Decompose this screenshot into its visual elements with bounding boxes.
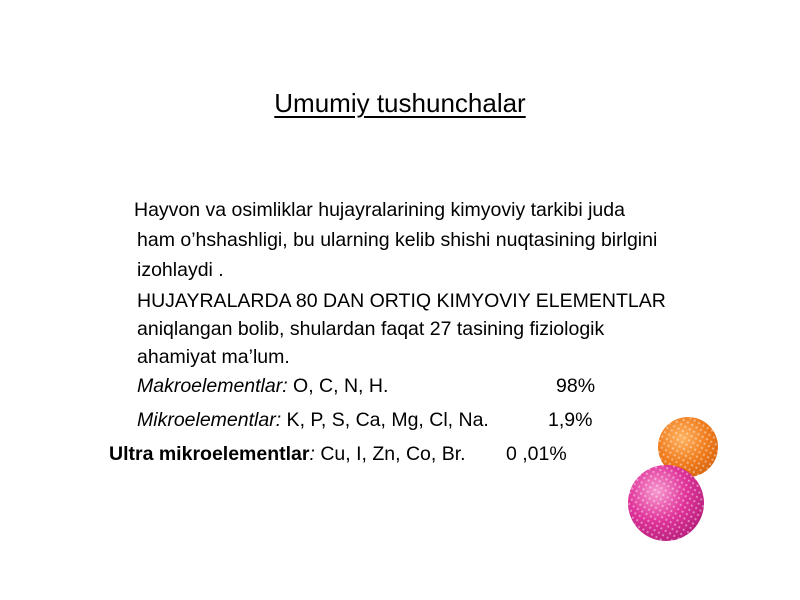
micro-percent: 1,9% xyxy=(548,409,593,431)
paragraph1-line3: izohlaydi . xyxy=(137,259,224,281)
pink-ball xyxy=(628,465,704,541)
macro-label: Makroelementlar: xyxy=(137,375,288,397)
slide-title: Umumiy tushunchalar xyxy=(274,88,526,118)
micro-elements: K, P, S, Ca, Mg, Cl, Na. xyxy=(281,409,489,431)
ultra-label: Ultra mikroelementlar xyxy=(109,443,310,465)
paragraph1-line2: ham o’hshashligi, bu ularning kelib shishi nuqtasining birlgini xyxy=(137,229,658,251)
ultra-colon: : xyxy=(309,443,315,465)
paragraph2-line3: ahamiyat ma’lum. xyxy=(137,346,290,368)
ultra-row xyxy=(109,440,466,468)
yarn-balls-decoration xyxy=(620,415,730,545)
paragraph2-line2: aniqlangan bolib, shulardan faqat 27 tasining fiziologik xyxy=(137,318,605,340)
ultra-elements: Cu, I, Zn, Co, Br. xyxy=(314,443,466,465)
micro-row xyxy=(137,406,489,434)
paragraph1-line1: Hayvon va osimliklar hujayralarining kimyoviy tarkibi juda xyxy=(134,199,625,221)
paragraph2-line1: HUJAYRALARDA 80 DAN ORTIQ KIMYOVIY ELEMENTLAR xyxy=(137,290,666,312)
macro-percent: 98% xyxy=(556,375,596,397)
micro-label: Mikroelementlar: xyxy=(137,409,282,431)
macro-elements: O, C, N, H. xyxy=(287,375,389,397)
ultra-percent: 0 ,01% xyxy=(506,443,567,465)
macro-row xyxy=(137,372,388,400)
